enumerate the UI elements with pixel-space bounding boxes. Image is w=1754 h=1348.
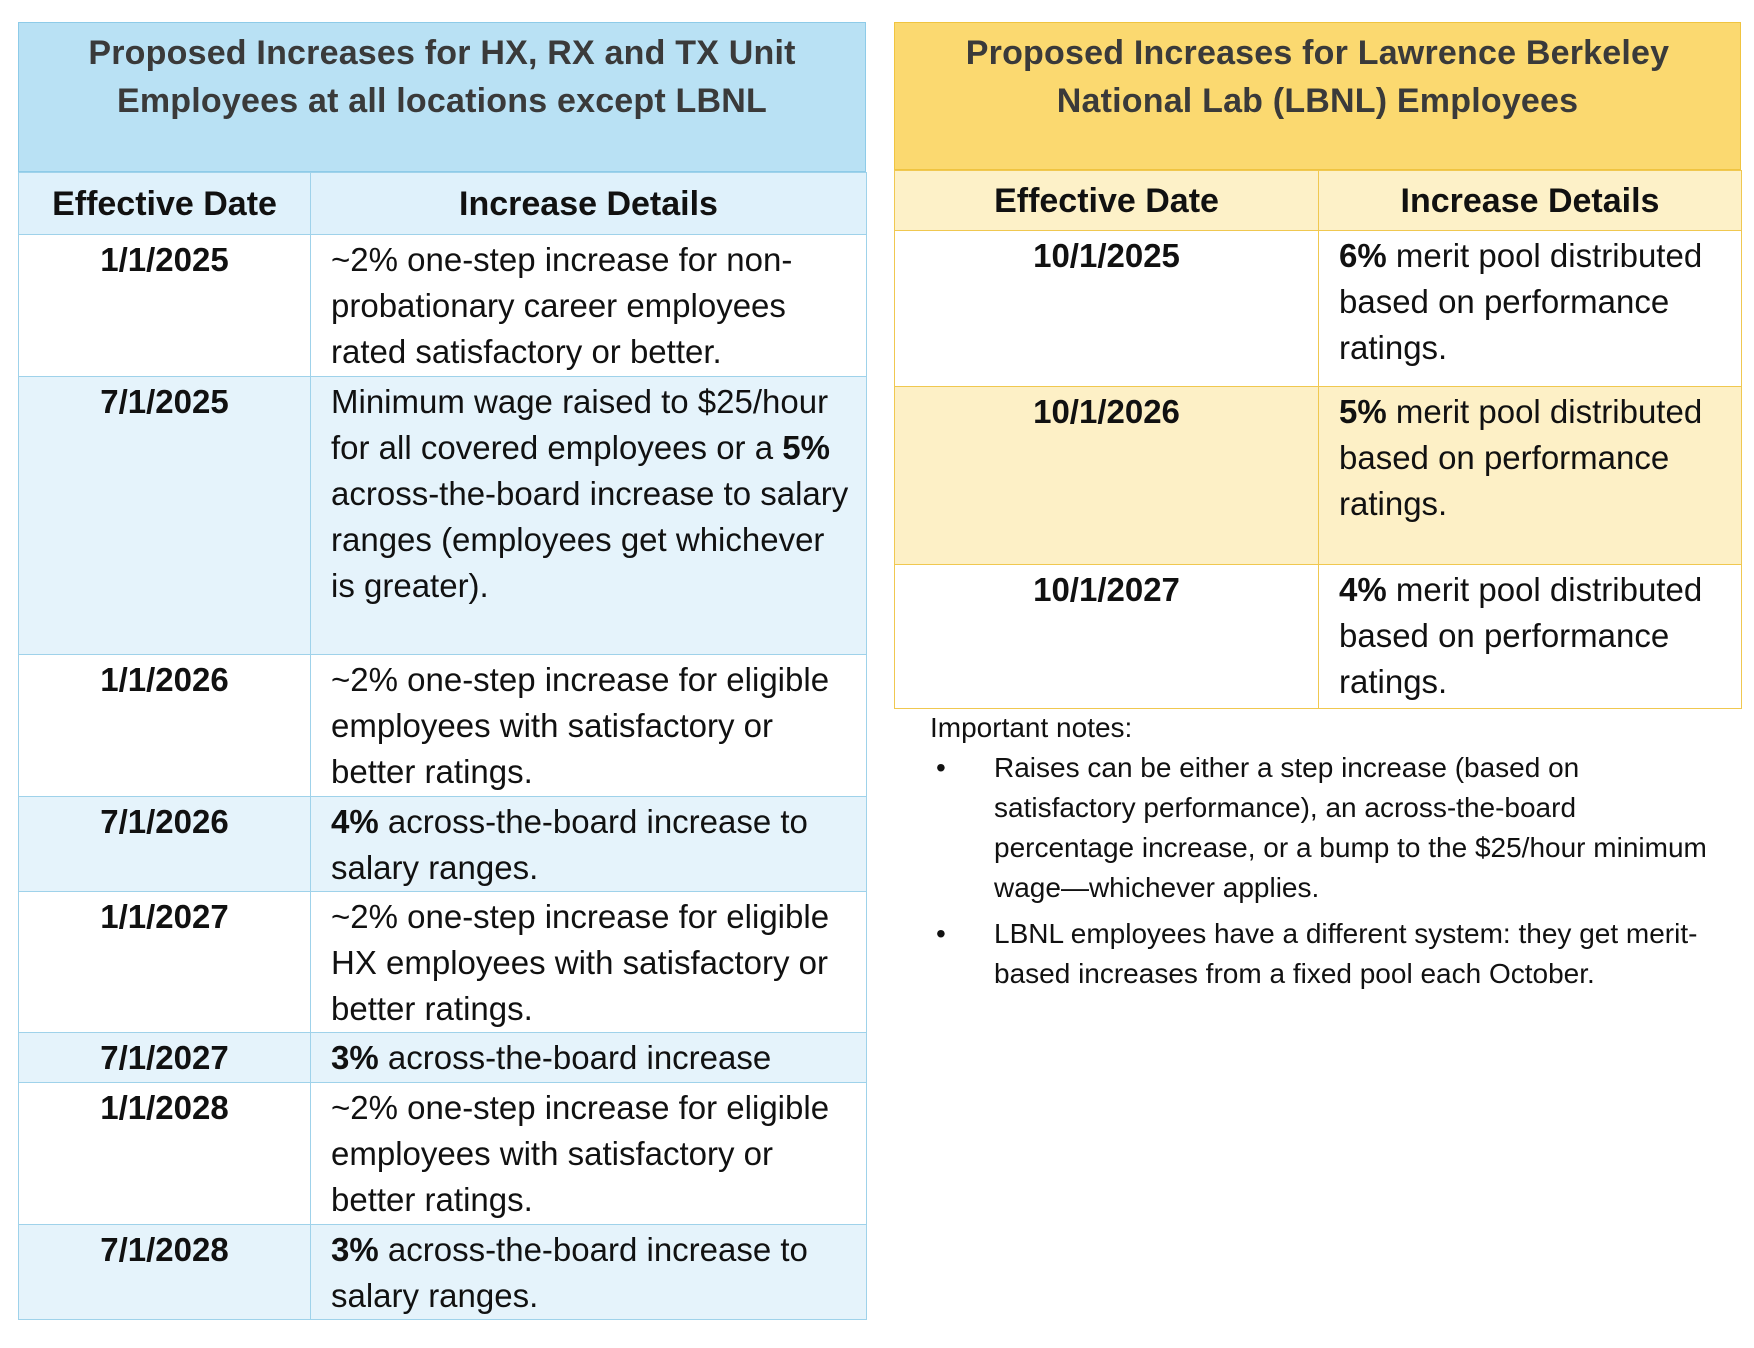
left-increase-table: [18, 172, 867, 1320]
row-date: 7/1/2025: [19, 377, 311, 655]
row-details-percent: 6%: [1339, 237, 1387, 274]
row-details-text: merit pool distributed based on performance ratings.: [1339, 571, 1703, 700]
table-row: [19, 1033, 867, 1083]
row-details-text: across-the-board increase to salary ranges.: [331, 803, 808, 886]
row-date: 1/1/2027: [19, 892, 311, 1033]
row-details: [311, 377, 867, 655]
row-details-text: ~2% one-step increase for non-probationary career employees rated satisfactory or better.: [331, 241, 793, 370]
row-details-percent: 5%: [1339, 393, 1387, 430]
right-increase-table: [894, 170, 1742, 709]
row-details: [311, 1083, 867, 1225]
bullet-icon: •: [936, 918, 946, 949]
row-details: [1319, 231, 1742, 387]
list-item: [930, 914, 1720, 994]
right-panel-title: Proposed Increases for Lawrence Berkeley National Lab (LBNL) Employees: [894, 22, 1741, 170]
increase-details-header: Increase Details: [1319, 171, 1742, 231]
table-row: [895, 231, 1742, 387]
list-item: [930, 748, 1720, 908]
table-row: [19, 892, 867, 1033]
row-date: 7/1/2026: [19, 797, 311, 892]
row-date: 7/1/2027: [19, 1033, 311, 1083]
row-details-text: across-the-board increase to salary ranges.: [331, 1231, 808, 1314]
row-details-percent: 4%: [331, 803, 379, 840]
table-row: [19, 1083, 867, 1225]
note-text: LBNL employees have a different system: they get merit-based increases from a fixed pool each October.: [994, 918, 1698, 989]
left-increase-panel: [18, 22, 866, 1320]
important-notes: [930, 708, 1720, 1000]
row-date: 10/1/2025: [895, 231, 1319, 387]
row-date: 10/1/2026: [895, 387, 1319, 565]
row-date: 1/1/2026: [19, 655, 311, 797]
row-date: 7/1/2028: [19, 1225, 311, 1320]
row-details: [311, 655, 867, 797]
row-details-text-cont: across-the-board increase to salary ranges (employees get whichever is greater).: [331, 475, 849, 604]
effective-date-header: Effective Date: [19, 173, 311, 235]
table-row: [19, 235, 867, 377]
right-increase-panel: [894, 22, 1741, 709]
row-details-text: merit pool distributed based on performance ratings.: [1339, 393, 1703, 522]
table-row: [895, 387, 1742, 565]
row-date: 10/1/2027: [895, 565, 1319, 709]
increase-details-header: Increase Details: [311, 173, 867, 235]
table-row: [19, 797, 867, 892]
row-details: [311, 1225, 867, 1320]
notes-title: Important notes:: [930, 712, 1133, 743]
effective-date-header: Effective Date: [895, 171, 1319, 231]
note-text: Raises can be either a step increase (based on satisfactory performance), an across-the-board percentage increase, or a bump to the $25/hour minimum wage—whichever applies.: [994, 752, 1707, 903]
row-details-percent: 4%: [1339, 571, 1387, 608]
row-date: 1/1/2025: [19, 235, 311, 377]
table-header-row: [19, 173, 867, 235]
row-details-text: ~2% one-step increase for eligible employees with satisfactory or better ratings.: [331, 1089, 830, 1218]
row-details: [311, 797, 867, 892]
table-row: [895, 565, 1742, 709]
row-date: 1/1/2028: [19, 1083, 311, 1225]
table-row: [19, 1225, 867, 1320]
row-details: [1319, 565, 1742, 709]
row-details-text: Minimum wage raised to $25/hour for all covered employees or a: [331, 383, 829, 466]
table-header-row: [895, 171, 1742, 231]
bullet-icon: •: [936, 752, 946, 783]
row-details: [311, 1033, 867, 1083]
row-details-text: ~2% one-step increase for eligible employees with satisfactory or better ratings.: [331, 661, 830, 790]
row-details-text: across-the-board increase: [378, 1039, 772, 1076]
row-details-text: merit pool distributed based on performance ratings.: [1339, 237, 1703, 366]
table-row: [19, 655, 867, 797]
row-details-text: ~2% one-step increase for eligible HX employees with satisfactory or better ratings.: [331, 898, 830, 1027]
left-panel-title: Proposed Increases for HX, RX and TX Unit Employees at all locations except LBNL: [18, 22, 866, 172]
notes-list: [930, 748, 1720, 994]
row-details-percent: 3%: [331, 1039, 379, 1076]
row-details-percent: 3%: [331, 1231, 379, 1268]
table-row: [19, 377, 867, 655]
row-details: [311, 892, 867, 1033]
row-details: [1319, 387, 1742, 565]
row-details-percent: 5%: [782, 429, 830, 466]
row-details: [311, 235, 867, 377]
